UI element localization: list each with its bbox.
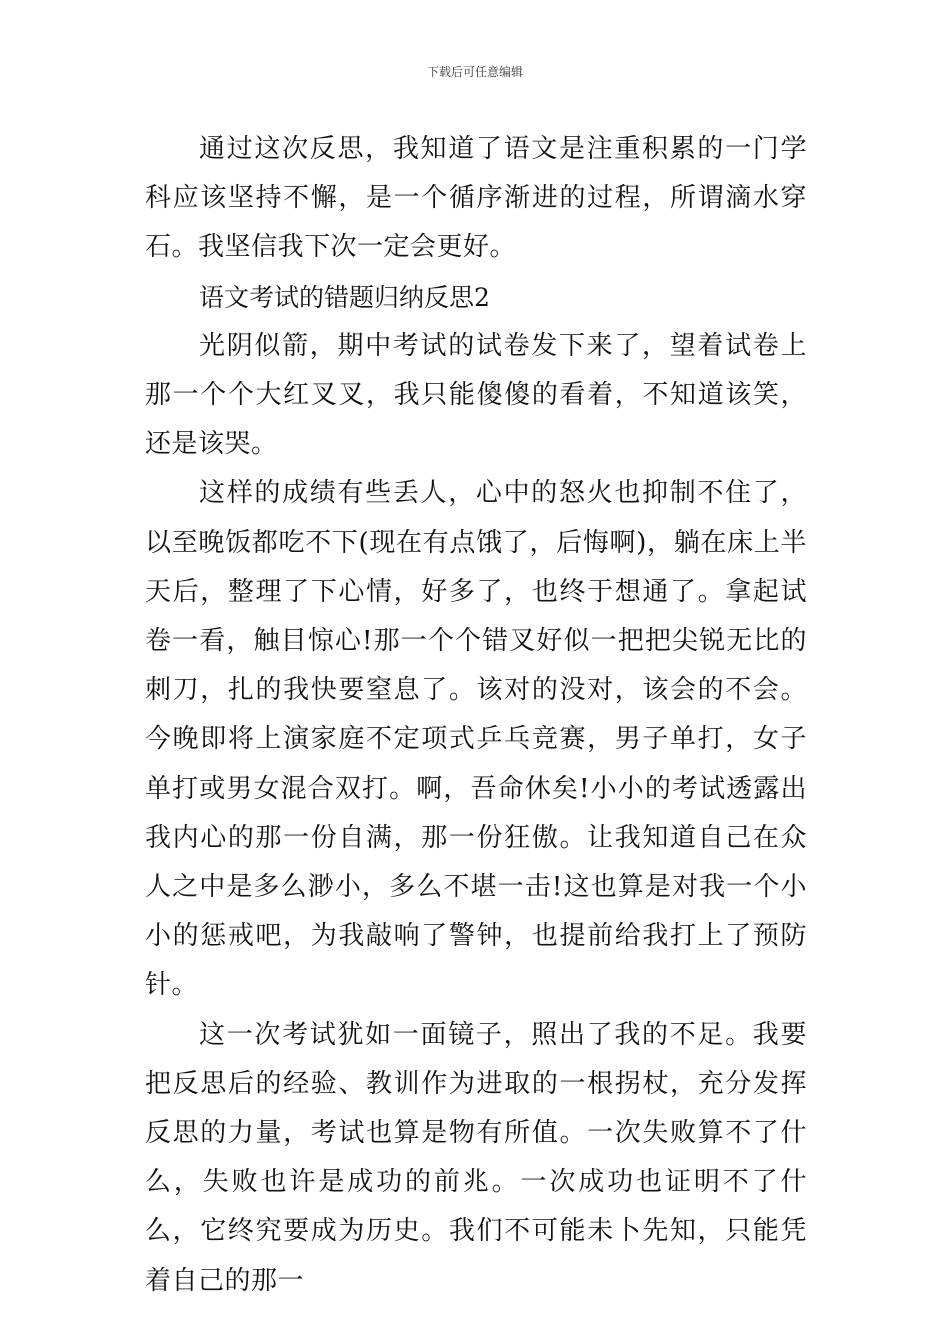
paragraph-embarrassing-score: 这样的成绩有些丢人，心中的怒火也抑制不住了，以至晚饭都吃不下(现在有点饿了，后悔啊)，躺在床上半天后，整理了下心情，好多了，也终于想通了。拿起试卷一看，触目惊心!那一个个错叉好似一把把尖锐无比的刺刀，扎的我快要窒息了。该对的没对，该会的不会。今晚即将上演家庭不定项式乒乓竞赛，男子单打，女子单打或男女混合双打。啊，吾命休矣!小小的考试透露出我内心的那一份自满，那一份狂傲。让我知道自己在众人之中是多么渺小，多么不堪一击!这也算是对我一个小小的惩戒吧，为我敲响了警钟，也提前给我打上了预防针。 [145, 478, 807, 1001]
paragraph-exam-mirror: 这一次考试犹如一面镜子，照出了我的不足。我要把反思后的经验、教训作为进取的一根拐杖，充分发挥反思的力量，考试也算是物有所值。一次失败算不了什么，失败也许是成功的前兆。一次成功也证明不了什么，它终究要成为历史。我们不可能未卜先知，只能凭着自己的那一 [145, 1019, 807, 1296]
paragraph-exam-returned: 光阴似箭，期中考试的试卷发下来了，望着试卷上那一个个大红叉叉，我只能傻傻的看着，不知道该笑，还是该哭。 [145, 330, 807, 460]
page-header: 下载后可任意编辑 [426, 65, 523, 79]
document-body [145, 125, 807, 1306]
section-heading: 语文考试的错题归纳反思2 [199, 282, 490, 312]
paragraph-reflection-conclusion: 通过这次反思，我知道了语文是注重积累的一门学科应该坚持不懈，是一个循序渐进的过程，所谓滴水穿石。我坚信我下次一定会更好。 [145, 134, 807, 263]
